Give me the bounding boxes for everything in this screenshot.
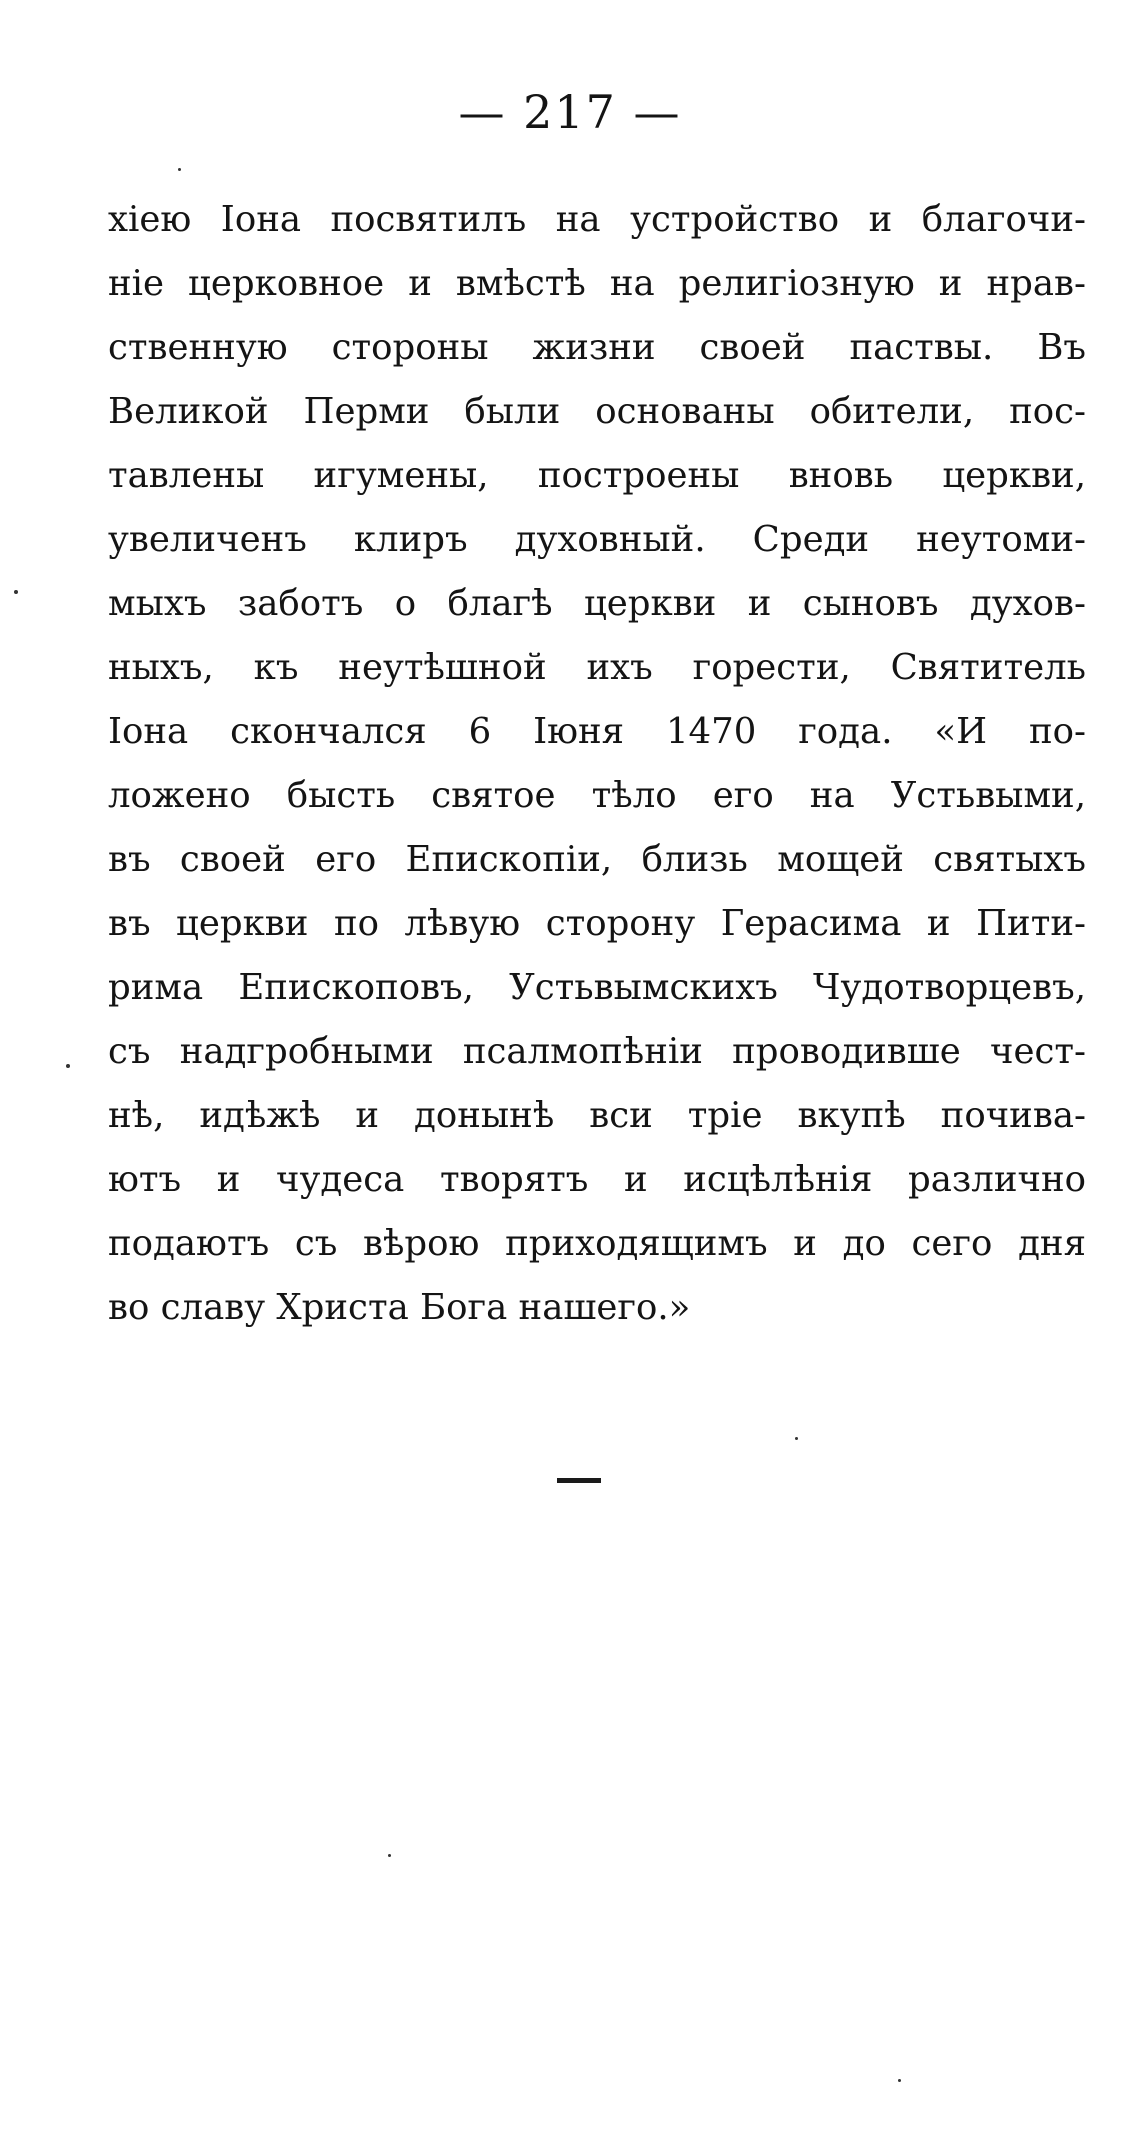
text-line: ложено бысть святое тѣло его на Устьвыми, — [108, 775, 1086, 816]
text-line: подаютъ съ вѣрою приходящимъ и до сего дня — [108, 1223, 1086, 1264]
text-line: ныхъ, къ неутѣшной ихъ горести, Святитель — [108, 647, 1086, 688]
end-dash-divider — [557, 1478, 601, 1483]
ink-speck — [66, 1064, 70, 1068]
text-line: Іона скончался 6 Іюня 1470 года. «И по- — [108, 711, 1086, 752]
ink-speck — [178, 168, 181, 171]
ink-speck — [898, 2079, 901, 2082]
page-number: — 217 — — [458, 85, 682, 139]
text-line: ніе церковное и вмѣстѣ на религіозную и нрав- — [108, 263, 1086, 304]
text-line: хіею Іона посвятилъ на устройство и благочи- — [108, 199, 1086, 240]
text-line: нѣ, идѣжѣ и донынѣ вси тріе вкупѣ почива- — [108, 1095, 1086, 1136]
text-line: мыхъ заботъ о благѣ церкви и сыновъ духов- — [108, 583, 1086, 624]
ink-speck — [14, 590, 18, 594]
body-text — [108, 188, 1086, 1340]
text-line: съ надгробными псалмопѣніи проводивше чест- — [108, 1031, 1086, 1072]
text-line-last: во славу Христа Бога нашего.» — [108, 1287, 691, 1328]
text-line: Великой Перми были основаны обители, пос- — [108, 391, 1086, 432]
text-line: ютъ и чудеса творятъ и исцѣлѣнія различно — [108, 1159, 1086, 1200]
text-line: въ своей его Епископіи, близь мощей святыхъ — [108, 839, 1086, 880]
ink-speck — [388, 1854, 391, 1857]
text-line: рима Епископовъ, Устьвымскихъ Чудотворцевъ, — [108, 967, 1086, 1008]
text-line: въ церкви по лѣвую сторону Герасима и Пити- — [108, 903, 1086, 944]
ink-speck — [795, 1437, 798, 1440]
text-line: тавлены игумены, построены вновь церкви, — [108, 455, 1086, 496]
text-line: увеличенъ клиръ духовный. Среди неутоми- — [108, 519, 1086, 560]
text-line: ственную стороны жизни своей паствы. Въ — [108, 327, 1086, 368]
